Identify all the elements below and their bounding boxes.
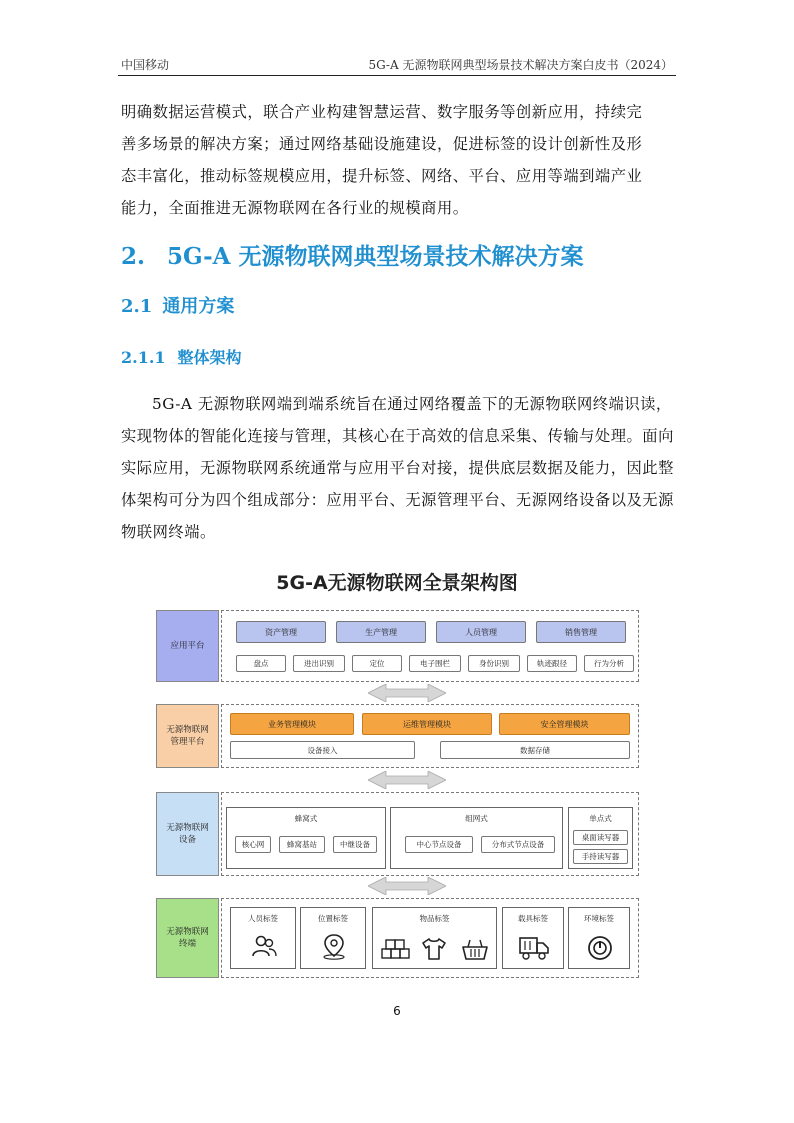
device-item: 核心网 — [235, 836, 271, 853]
text-line: 实现物体的智能化连接与管理，其核心在于高效的信息采集、传输与处理。面向 — [121, 427, 674, 445]
header-org: 中国移动 — [121, 58, 170, 72]
basket-icon — [461, 937, 489, 961]
module-security-mgmt: 安全管理模块 — [499, 713, 630, 735]
double-arrow-icon — [368, 771, 446, 789]
layer-label-mgmt: 无源物联网 管理平台 — [156, 704, 219, 768]
device-item: 蜂窝基站 — [279, 836, 325, 853]
group-network: 组网式 中心节点设备 分布式节点设备 — [390, 807, 563, 869]
device-item: 手持读写器 — [573, 849, 628, 864]
function-item: 进出识别 — [293, 655, 345, 672]
text-line: 5G-A 无源物联网端到端系统旨在通过网络覆盖下的无源物联网终端识读， — [152, 395, 672, 413]
text-line: 实际应用，无源物联网系统通常与应用平台对接，提供底层数据及能力，因此整 — [121, 459, 674, 477]
subsubsection-title: 整体架构 — [177, 348, 242, 367]
sensor-icon — [586, 934, 614, 962]
layer-label-terminal: 无源物联网 终端 — [156, 898, 219, 978]
text-line: 体架构可分为四个组成部分：应用平台、无源管理平台、无源网络设备以及无源 — [121, 491, 674, 509]
module-sales-mgmt: 销售管理 — [536, 621, 626, 643]
layer-app — [221, 610, 639, 682]
function-item: 行为分析 — [584, 655, 634, 672]
module-ops-mgmt: 运维管理模块 — [362, 713, 492, 735]
function-item: 定位 — [352, 655, 402, 672]
intro-paragraph — [121, 96, 676, 224]
tshirt-icon — [421, 937, 447, 961]
truck-icon — [518, 935, 550, 961]
tag-vehicle: 载具标签 — [502, 907, 564, 969]
device-item: 中心节点设备 — [405, 836, 473, 853]
subsection-number: 2.1 — [121, 296, 153, 317]
people-icon — [251, 934, 277, 958]
group-single-point: 单点式 桌面读写器 手持读写器 — [568, 807, 633, 869]
section-title: 5G-A 无源物联网典型场景技术解决方案 — [167, 243, 584, 270]
text-line: 善多场景的解决方案；通过网络基础设施建设，促进标签的设计创新性及形 — [121, 135, 643, 153]
location-pin-icon — [320, 932, 348, 960]
layer-device — [221, 792, 639, 876]
subsubsection-heading — [121, 345, 242, 368]
tag-environment: 环境标签 — [568, 907, 630, 969]
function-data-storage: 数据存储 — [440, 741, 630, 759]
function-device-access: 设备接入 — [230, 741, 415, 759]
double-arrow-icon — [368, 877, 446, 895]
layer-terminal — [221, 898, 639, 978]
tag-goods: 物品标签 — [372, 907, 497, 969]
body-paragraph — [121, 388, 676, 548]
architecture-diagram — [150, 560, 644, 985]
module-personnel-mgmt: 人员管理 — [436, 621, 526, 643]
function-item: 轨迹跟径 — [527, 655, 577, 672]
text-line: 态丰富化，推动标签规模应用，提升标签、网络、平台、应用等端到端产业 — [121, 167, 643, 185]
device-item: 分布式节点设备 — [481, 836, 555, 853]
text-line: 能力，全面推进无源物联网在各行业的规模商用。 — [121, 199, 469, 217]
header-doc-title: 5G-A 无源物联网典型场景技术解决方案白皮书（2024） — [368, 58, 673, 72]
boxes-icon — [381, 938, 411, 960]
header-rule — [118, 75, 676, 76]
subsubsection-number: 2.1.1 — [121, 348, 166, 367]
section-number: 2. — [121, 243, 146, 270]
device-item: 中继设备 — [333, 836, 377, 853]
diagram-title: 5G-A无源物联网全景架构图 — [276, 572, 518, 594]
tag-personnel: 人员标签 — [230, 907, 296, 969]
page-number: 6 — [393, 1004, 401, 1018]
layer-label-device: 无源物联网 设备 — [156, 792, 219, 876]
module-production-mgmt: 生产管理 — [336, 621, 426, 643]
module-asset-mgmt: 资产管理 — [236, 621, 326, 643]
text-line: 物联网终端。 — [121, 523, 216, 541]
tag-location: 位置标签 — [300, 907, 366, 969]
function-item: 盘点 — [236, 655, 286, 672]
layer-label-app: 应用平台 — [156, 610, 219, 682]
function-item: 身份识别 — [468, 655, 520, 672]
layer-mgmt — [221, 704, 639, 768]
section-heading — [121, 238, 584, 271]
function-item: 电子围栏 — [409, 655, 461, 672]
subsection-heading — [121, 292, 234, 318]
group-cellular: 蜂窝式 核心网 蜂窝基站 中继设备 — [226, 807, 386, 869]
subsection-title: 通用方案 — [162, 296, 235, 317]
text-line: 明确数据运营模式，联合产业构建智慧运营、数字服务等创新应用，持续完 — [121, 103, 643, 121]
module-business-mgmt: 业务管理模块 — [230, 713, 354, 735]
double-arrow-icon — [368, 684, 446, 702]
device-item: 桌面读写器 — [573, 830, 628, 845]
